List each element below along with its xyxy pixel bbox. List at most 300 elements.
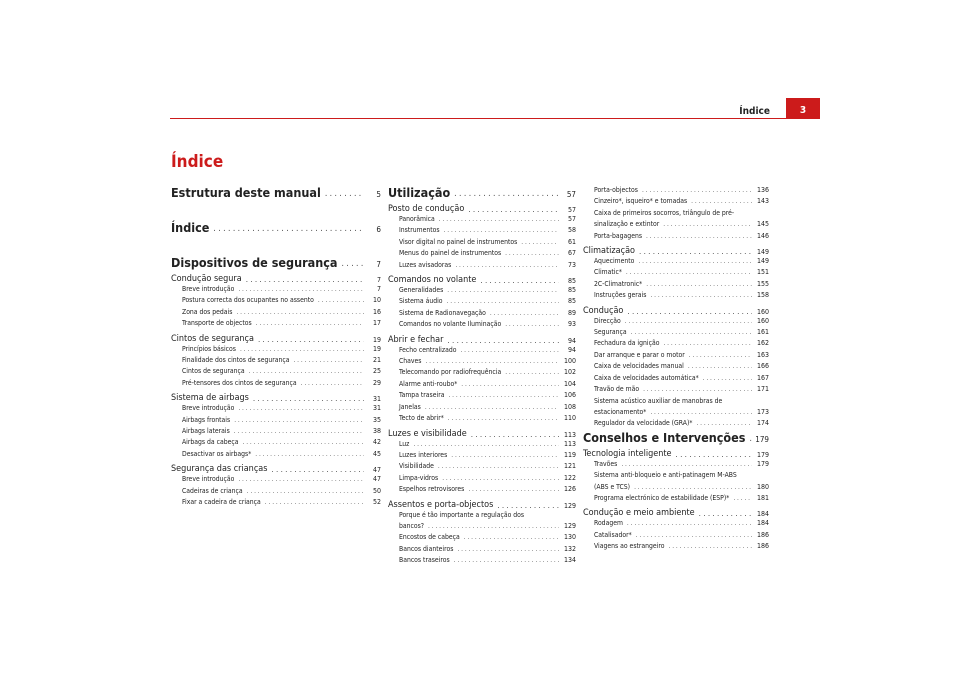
toc-entry-page-number: 38: [372, 427, 381, 436]
toc-section-title: Comandos no volante: [388, 275, 477, 286]
toc-section-page-number: 7: [376, 276, 381, 284]
toc-section-title: Condução: [583, 305, 624, 316]
toc-entry[interactable]: [388, 319, 576, 330]
dot-leader: [631, 327, 752, 338]
toc-entry[interactable]: [583, 482, 769, 493]
toc-entry-title: Caixa de velocidades automática*: [594, 373, 699, 382]
toc-entry[interactable]: [583, 459, 769, 470]
toc-entry-page-number: 143: [756, 197, 769, 206]
toc-entry[interactable]: [171, 378, 381, 389]
toc-spacer: [171, 200, 381, 220]
toc-entry[interactable]: [583, 279, 769, 290]
dot-leader: [442, 473, 559, 484]
dot-leader: [444, 225, 559, 236]
toc-entry-title: Pré-tensores dos cintos de segurança: [182, 378, 297, 387]
dot-leader: [521, 237, 559, 248]
toc-entry-title: Airbags laterais: [182, 427, 230, 436]
toc-entry-page-number: 31: [372, 404, 381, 413]
dot-leader: [490, 308, 559, 319]
toc-section-title: Posto de condução: [388, 204, 465, 214]
page-title: Índice: [171, 152, 224, 172]
toc-section-page-number: 160: [756, 307, 769, 316]
toc-entry[interactable]: [171, 437, 381, 448]
toc-entry-page-number: 163: [756, 350, 769, 359]
toc-entry-page-number: 7: [376, 285, 381, 293]
toc-chapter-page-number: 179: [755, 434, 769, 444]
toc-entry-page-number: 52: [372, 498, 381, 507]
toc-entry[interactable]: [388, 296, 576, 307]
toc-entry-page-number: 50: [372, 486, 381, 495]
toc-entry-title: Luz: [399, 439, 410, 448]
toc-section-page-number: 184: [756, 510, 769, 519]
dot-leader: [650, 290, 752, 301]
toc-entry-title: Sistema áudio: [399, 297, 443, 306]
toc-entry[interactable]: [388, 390, 576, 401]
dot-leader: [242, 437, 364, 448]
toc-entry-page-number: 155: [756, 279, 769, 288]
dot-leader: [733, 493, 752, 504]
toc-entry[interactable]: [583, 219, 769, 230]
toc-entry-page-number: 166: [756, 362, 769, 371]
toc-chapter[interactable]: [171, 220, 381, 235]
dot-leader: [627, 307, 752, 316]
toc-entry-page-number: 171: [756, 385, 769, 394]
toc-section-title: Tecnologia inteligente: [583, 448, 672, 459]
toc-section[interactable]: [171, 464, 381, 474]
toc-entry-title: Luzes interiores: [399, 450, 448, 459]
toc-entry-page-number: 130: [563, 533, 576, 542]
toc-section[interactable]: [388, 429, 576, 439]
toc-section[interactable]: [583, 449, 769, 459]
toc-section[interactable]: [388, 204, 576, 214]
toc-entry-title: Instrumentos: [399, 226, 440, 235]
toc-entry-title: Zona dos pedais: [182, 307, 233, 316]
toc-entry[interactable]: [388, 225, 576, 236]
toc-entry-page-number: 110: [563, 414, 576, 423]
toc-entry-title: Aquecimento: [594, 257, 635, 266]
toc-entry-title: Airbags frontais: [182, 415, 231, 424]
dot-leader: [505, 319, 559, 330]
toc-entry[interactable]: [171, 474, 381, 485]
dot-leader: [460, 345, 559, 356]
header-rule: [170, 118, 820, 119]
toc-entry-page-number: 94: [567, 345, 576, 354]
dot-leader: [447, 336, 559, 345]
toc-entry-page-number: 73: [567, 260, 576, 269]
toc-entry-title: Porta-bagagens: [594, 231, 643, 240]
toc-entry-title: Travão de mão: [594, 385, 640, 394]
dot-leader: [238, 474, 364, 485]
toc-entry-title: Desactivar os airbags*: [182, 449, 252, 458]
dot-leader: [634, 482, 752, 493]
toc-entry[interactable]: [171, 403, 381, 414]
dot-leader: [451, 450, 559, 461]
dot-leader: [318, 295, 364, 306]
toc-entry[interactable]: [583, 185, 769, 196]
toc-entry[interactable]: [583, 361, 769, 372]
toc-entry-title: Porque é tão importante a regulação dos: [399, 510, 525, 519]
toc-entry-page-number: 29: [372, 378, 381, 387]
toc-entry-title: Princípios básicos: [182, 344, 236, 353]
toc-entry[interactable]: [583, 290, 769, 301]
dot-leader: [234, 415, 364, 426]
dot-leader: [428, 521, 559, 532]
toc-entry-page-number: 160: [756, 316, 769, 325]
toc-entry[interactable]: [171, 449, 381, 460]
dot-leader: [676, 450, 752, 459]
toc-entry-title: Bancos traseiros: [399, 556, 450, 565]
toc-entry-title: Finalidade dos cintos de segurança: [182, 356, 290, 365]
toc-entry-page-number: 179: [756, 459, 769, 468]
toc-entry-title: Generalidades: [399, 286, 444, 295]
toc-entry[interactable]: [388, 544, 576, 555]
dot-leader: [439, 214, 559, 225]
toc-entry-title: Transporte de objectos: [182, 319, 252, 328]
toc-entry-title: Fixar a cadeira de criança: [182, 498, 261, 507]
dot-leader: [447, 285, 559, 296]
toc-entry[interactable]: [388, 356, 576, 367]
toc-entry[interactable]: [583, 208, 769, 219]
toc-entry[interactable]: [388, 450, 576, 461]
toc-entry-page-number: 134: [563, 556, 576, 565]
toc-entry[interactable]: [583, 350, 769, 361]
toc-entry[interactable]: [171, 486, 381, 497]
toc-entry-title: Postura correcta dos ocupantes no assento: [182, 296, 314, 305]
toc-entry-page-number: 89: [567, 308, 576, 317]
toc-section-page-number: 129: [563, 501, 576, 510]
toc-entry[interactable]: [388, 521, 576, 532]
toc-entry[interactable]: [388, 379, 576, 390]
toc-section-title: Condução segura: [171, 274, 242, 284]
dot-leader: [271, 465, 364, 474]
toc-entry-page-number: 61: [567, 237, 576, 246]
toc-entry[interactable]: [171, 307, 381, 318]
page-number-badge: 3: [786, 98, 820, 118]
toc-chapter[interactable]: [171, 255, 381, 270]
toc-entry-title: Climatic*: [594, 268, 622, 277]
toc-section[interactable]: [171, 393, 381, 403]
dot-leader: [265, 497, 364, 508]
dot-leader: [255, 449, 364, 460]
toc-entry-page-number: 151: [756, 268, 769, 277]
dot-leader: [468, 205, 559, 214]
toc-entry-title: Cadeiras de criança: [182, 486, 243, 495]
dot-leader: [253, 394, 364, 403]
dot-leader: [639, 247, 752, 256]
toc-entry-page-number: 17: [372, 319, 381, 328]
toc-entry[interactable]: [388, 367, 576, 378]
toc-entry-page-number: 85: [567, 297, 576, 306]
toc-chapter[interactable]: [583, 430, 769, 445]
toc-entry-title: Menus do painel de instrumentos: [399, 249, 502, 258]
toc-entry-title: Sistema de Radionavegação: [399, 308, 486, 317]
toc-entry-title: Visor digital no painel de instrumentos: [399, 237, 518, 246]
dot-leader: [454, 189, 559, 200]
toc-entry[interactable]: [583, 327, 769, 338]
dot-leader: [650, 407, 752, 418]
toc-entry[interactable]: [388, 555, 576, 566]
dot-leader: [471, 430, 559, 439]
dot-leader: [413, 439, 559, 450]
dot-leader: [642, 185, 752, 196]
dot-leader: [293, 355, 364, 366]
toc-entry[interactable]: [583, 384, 769, 395]
toc-section[interactable]: [583, 508, 769, 518]
toc-section[interactable]: [583, 246, 769, 256]
toc-entry-page-number: 104: [563, 379, 576, 388]
toc-entry[interactable]: [171, 426, 381, 437]
toc-entry-page-number: 121: [563, 462, 576, 471]
toc-entry-title: estacionamento*: [594, 407, 647, 416]
toc-entry-title: Limpa-vidros: [399, 473, 439, 482]
toc-entry[interactable]: [388, 285, 576, 296]
toc-entry-title: Regulador da velocidade (GRA)*: [594, 419, 693, 428]
toc-entry-page-number: 162: [756, 339, 769, 348]
toc-entry-page-number: 186: [756, 530, 769, 539]
toc-entry-title: Chaves: [399, 357, 422, 366]
toc-section-page-number: 113: [563, 430, 576, 439]
dot-leader: [454, 555, 559, 566]
toc-section-page-number: 85: [567, 277, 576, 286]
toc-entry[interactable]: [171, 355, 381, 366]
toc-entry-title: Tampa traseira: [399, 391, 445, 400]
dot-leader: [238, 284, 364, 295]
toc-entry-page-number: 10: [372, 296, 381, 305]
toc-section-page-number: 47: [372, 466, 381, 475]
dot-leader: [448, 413, 559, 424]
toc-section-page-number: 149: [756, 248, 769, 257]
toc-entry[interactable]: [388, 413, 576, 424]
toc-entry[interactable]: [171, 318, 381, 329]
toc-entry-title: Comandos no volante Iluminação: [399, 320, 502, 329]
toc-entry-page-number: 35: [372, 415, 381, 424]
toc-entry[interactable]: [388, 532, 576, 543]
toc-entry-page-number: 126: [563, 485, 576, 494]
toc-section[interactable]: [171, 274, 381, 284]
toc-entry[interactable]: [583, 316, 769, 327]
toc-entry[interactable]: [171, 295, 381, 306]
toc-entry-title: Porta-objectos: [594, 186, 638, 194]
toc-entry-title: Sistema anti-bloqueio e anti-patinagem M-ABS: [594, 471, 737, 480]
toc-entry-page-number: 145: [756, 220, 769, 229]
dot-leader: [249, 366, 364, 377]
toc-entry-page-number: 174: [756, 419, 769, 428]
toc-entry-title: Breve introdução: [182, 475, 235, 484]
toc-entry[interactable]: [583, 373, 769, 384]
dot-leader: [749, 434, 752, 445]
dot-leader: [669, 541, 753, 552]
toc-entry[interactable]: [388, 461, 576, 472]
toc-entry[interactable]: [388, 484, 576, 495]
toc-entry-title: Encostos de cabeça: [399, 533, 460, 542]
toc-entry-title: Rodagem: [594, 519, 623, 528]
toc-entry-title: Airbags da cabeça: [182, 438, 239, 447]
toc-section-page-number: 94: [567, 336, 576, 345]
toc-entry[interactable]: [388, 214, 576, 225]
toc-entry-title: sinalização e extintor: [594, 220, 660, 229]
toc-entry-title: Alarme anti-roubo*: [399, 379, 458, 388]
toc-entry[interactable]: [583, 530, 769, 541]
toc-entry-page-number: 113: [563, 439, 576, 448]
dot-leader: [646, 231, 752, 242]
toc-spacer: [171, 235, 381, 255]
toc-column-3: [583, 185, 769, 553]
toc-entry-title: Telecomando por radiofrequência: [399, 368, 502, 377]
toc-section-title: Assentos e porta-objectos: [388, 499, 494, 510]
toc-entry[interactable]: [583, 338, 769, 349]
toc-entry[interactable]: [388, 402, 576, 413]
toc-column-1: [171, 185, 381, 509]
toc-entry-page-number: 184: [756, 519, 769, 528]
toc-entry-title: Caixa de primeiros socorros, triângulo de pré-: [594, 208, 735, 217]
toc-entry[interactable]: [171, 415, 381, 426]
toc-entry[interactable]: [583, 267, 769, 278]
toc-entry-page-number: 146: [756, 231, 769, 240]
toc-entry-title: Viagens ao estrangeiro: [594, 542, 665, 551]
toc-entry-title: Visibilidade: [399, 462, 434, 471]
toc-entry[interactable]: [583, 518, 769, 529]
dot-leader: [626, 267, 752, 278]
dot-leader: [625, 316, 752, 327]
dot-leader: [638, 256, 752, 267]
toc-section[interactable]: [583, 306, 769, 316]
dot-leader: [438, 461, 559, 472]
dot-leader: [448, 390, 559, 401]
toc-entry[interactable]: [388, 473, 576, 484]
dot-leader: [646, 279, 752, 290]
dot-leader: [457, 544, 559, 555]
dot-leader: [689, 350, 752, 361]
toc-entry-title: (ABS e TCS): [594, 482, 631, 491]
dot-leader: [455, 260, 559, 271]
toc-entry-title: Instruções gerais: [594, 291, 647, 300]
toc-entry[interactable]: [388, 308, 576, 319]
toc-entry[interactable]: [583, 470, 769, 481]
toc-entry[interactable]: [171, 284, 381, 295]
dot-leader: [505, 248, 559, 259]
toc-chapter-page-number: 5: [376, 190, 381, 199]
toc-chapter[interactable]: [388, 185, 576, 200]
toc-entry-page-number: 25: [372, 367, 381, 376]
toc-entry-title: Fecho centralizado: [399, 345, 457, 354]
dot-leader: [699, 509, 752, 518]
toc-entry-title: Direcção: [594, 316, 621, 325]
dot-leader: [643, 384, 752, 395]
toc-chapter-title: Índice: [171, 220, 210, 235]
toc-entry[interactable]: [583, 396, 769, 407]
toc-entry-title: Tecto de abrir*: [399, 414, 444, 423]
toc-entry-title: Cinzeiro*, isqueiro* e tomadas: [594, 197, 688, 206]
toc-entry-title: Espelhos retrovisores: [399, 485, 465, 494]
dot-leader: [627, 518, 752, 529]
dot-leader: [425, 356, 559, 367]
toc-entry-page-number: 181: [756, 493, 769, 502]
toc-entry[interactable]: [171, 366, 381, 377]
toc-entry-page-number: 57: [567, 215, 576, 223]
dot-leader: [505, 367, 559, 378]
toc-section[interactable]: [388, 500, 576, 510]
toc-entry[interactable]: [388, 439, 576, 450]
toc-entry-title: Breve introdução: [182, 404, 235, 413]
toc-chapter-page-number: 7: [376, 260, 381, 269]
dot-leader: [621, 459, 752, 470]
toc-entry-page-number: 47: [372, 475, 381, 484]
dot-leader: [663, 219, 752, 230]
dot-leader: [461, 379, 559, 390]
toc-entry-title: Catalisador*: [594, 530, 632, 539]
running-header-title: Índice: [739, 106, 770, 117]
toc-entry[interactable]: [583, 493, 769, 504]
toc-entry[interactable]: [388, 248, 576, 259]
toc-section[interactable]: [388, 335, 576, 345]
toc-section-title: Cintos de segurança: [171, 333, 254, 344]
toc-section-title: Sistema de airbags: [171, 393, 249, 404]
toc-entry[interactable]: [388, 510, 576, 521]
toc-entry[interactable]: [388, 237, 576, 248]
toc-entry[interactable]: [583, 541, 769, 552]
toc-entry-page-number: 167: [756, 373, 769, 382]
toc-entry-page-number: 180: [756, 482, 769, 491]
dot-leader: [256, 318, 364, 329]
toc-entry[interactable]: [583, 196, 769, 207]
toc-entry[interactable]: [171, 344, 381, 355]
toc-entry[interactable]: [583, 231, 769, 242]
toc-entry-page-number: 158: [756, 291, 769, 300]
dot-leader: [236, 307, 364, 318]
toc-section[interactable]: [388, 275, 576, 285]
toc-entry-page-number: 45: [372, 449, 381, 458]
toc-entry-page-number: 119: [563, 450, 576, 459]
toc-entry-page-number: 102: [563, 368, 576, 377]
toc-chapter-title: Estrutura deste manual: [171, 185, 321, 200]
toc-entry-page-number: 132: [563, 544, 576, 553]
toc-entry[interactable]: [583, 407, 769, 418]
toc-section-title: Segurança das crianças: [171, 464, 268, 475]
toc-entry[interactable]: [388, 345, 576, 356]
dot-leader: [246, 275, 364, 284]
toc-chapter[interactable]: [171, 185, 381, 200]
toc-section-page-number: 31: [372, 395, 381, 404]
toc-section-title: Condução e meio ambiente: [583, 508, 695, 519]
dot-leader: [234, 426, 364, 437]
dot-leader: [325, 189, 364, 200]
dot-leader: [301, 378, 364, 389]
dot-leader: [480, 276, 559, 285]
toc-entry-title: Janelas: [399, 402, 421, 411]
toc-entry-title: bancos?: [399, 521, 425, 530]
toc-entry-title: Breve introdução: [182, 285, 235, 293]
toc-entry-page-number: 93: [567, 320, 576, 329]
toc-entry[interactable]: [583, 418, 769, 429]
toc-entry-title: Luzes avisadoras: [399, 260, 452, 269]
dot-leader: [636, 530, 752, 541]
toc-entry-page-number: 122: [563, 473, 576, 482]
toc-entry-page-number: 108: [563, 402, 576, 411]
toc-entry-title: Fechadura da ignição: [594, 339, 660, 348]
toc-entry[interactable]: [583, 256, 769, 267]
toc-section[interactable]: [171, 334, 381, 344]
dot-leader: [247, 486, 364, 497]
toc-entry[interactable]: [171, 497, 381, 508]
toc-entry-title: Bancos dianteiros: [399, 544, 454, 553]
toc-chapter-page-number: 57: [566, 190, 576, 199]
dot-leader: [696, 418, 752, 429]
toc-entry-page-number: 136: [756, 186, 769, 194]
toc-entry[interactable]: [388, 260, 576, 271]
toc-entry-page-number: 149: [756, 257, 769, 266]
toc-section-title: Climatização: [583, 246, 636, 257]
toc-entry-page-number: 173: [756, 407, 769, 416]
